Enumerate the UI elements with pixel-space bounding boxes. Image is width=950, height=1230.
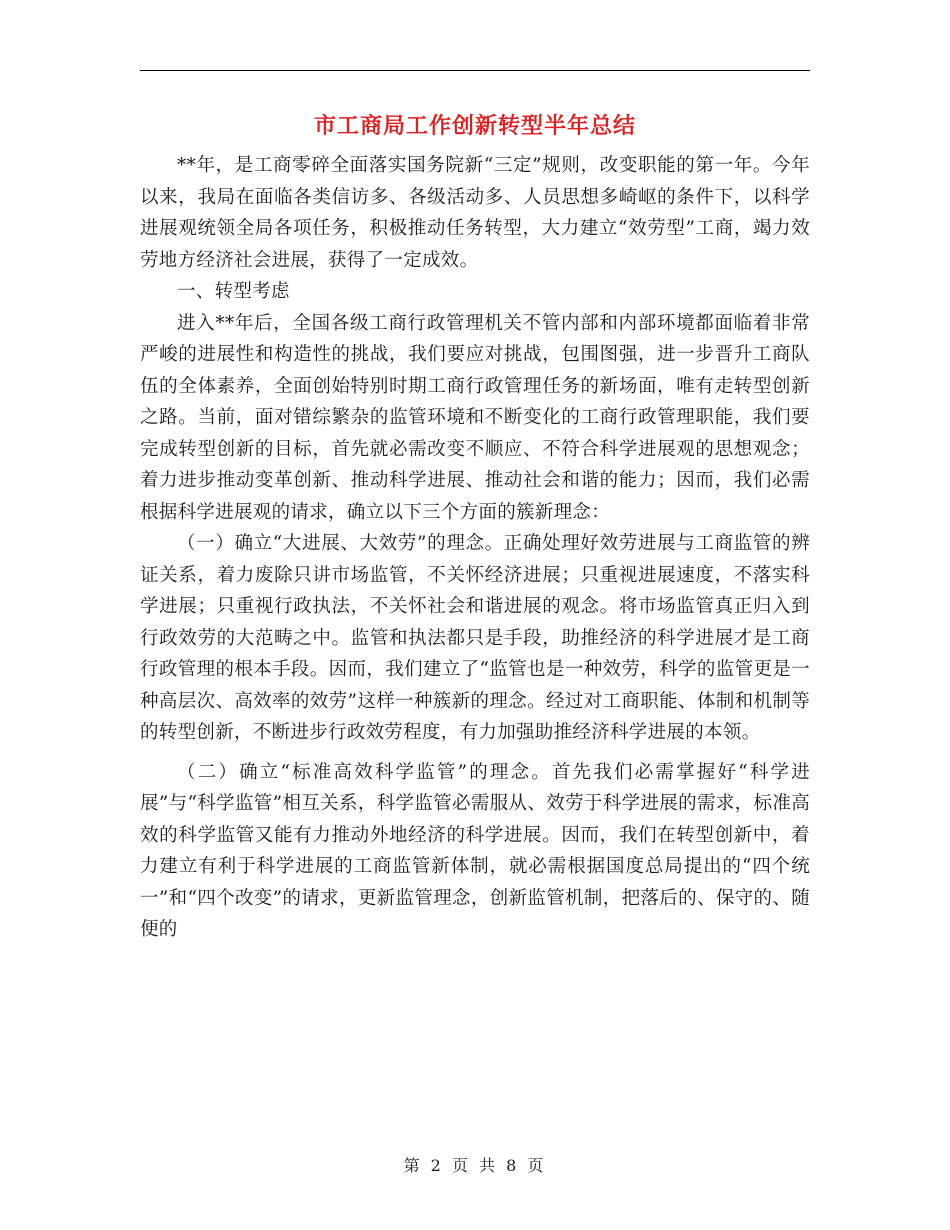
page-number: 第 2 页 共 8 页 (403, 1156, 547, 1175)
paragraph-intro: **年，是工商零碎全面落实国务院新“三定”规则，改变职能的第一年。今年以来，我局在面临各类信访多、各级活动多、人员思想多崎岖的条件下，以科学进展观统领全局各项任务，积极推动任务转型，大力建立“效劳型”工商，竭力效劳地方经济社会进展，获得了一定成效。 (140, 155, 810, 271)
header-rule (140, 70, 810, 71)
document-body (140, 150, 810, 946)
document-title: 市工商局工作创新转型半年总结 (313, 113, 636, 139)
paragraph-item-1: （一）确立“大进展、大效劳”的理念。正确处理好效劳进展与工商监管的辨证关系，着力废除只讲市场监管，不关怀经济进展；只重视进展速度，不落实科学进展；只重视行政执法，不关怀社会和谐进展的观念。将市场监管真正归入到行政效劳的大范畴之中。监管和执法都只是手段，助推经济的科学进展才是工商行政管理的根本手段。因而，我们建立了“监管也是一种效劳，科学的监管更是一种高层次、高效率的效劳”这样一种簇新的理念。经过对工商职能、体制和机制等的转型创新，不断进步行政效劳程度，有力加强助推经济科学进展的本领。 (140, 533, 810, 743)
paragraph-section-1: 进入**年后，全国各级工商行政管理机关不管内部和内部环境都面临着非常严峻的进展性和构造性的挑战，我们要应对挑战，包围图强，进一步晋升工商队伍的全体素养，全面创始特别时期工商行政管理任务的新场面，唯有走转型创新之路。当前，面对错综繁杂的监管环境和不断变化的工商行政管理职能，我们要完成转型创新的目标，首先就必需改变不顺应、不符合科学进展观的思想观念；着力进步推动变革创新、推动科学进展、推动社会和谐的能力；因而，我们必需根据科学进展观的请求，确立以下三个方面的簇新理念： (140, 312, 810, 523)
section-heading: 一、转型考虑 (177, 281, 290, 302)
paragraph-item-2: （二）确立“标准高效科学监管”的理念。首先我们必需掌握好“科学进展”与“科学监管”相互关系，科学监管必需服从、效劳于科学进展的需求，标准高效的科学监管又能有力推动外地经济的科学进展。因而，我们在转型创新中，着力建立有利于科学进展的工商监管新体制，就必需根据国度总局提出的“四个统一”和“四个改变”的请求，更新监管理念，创新监管机制，把落后的、保守的、随便的 (140, 761, 810, 940)
